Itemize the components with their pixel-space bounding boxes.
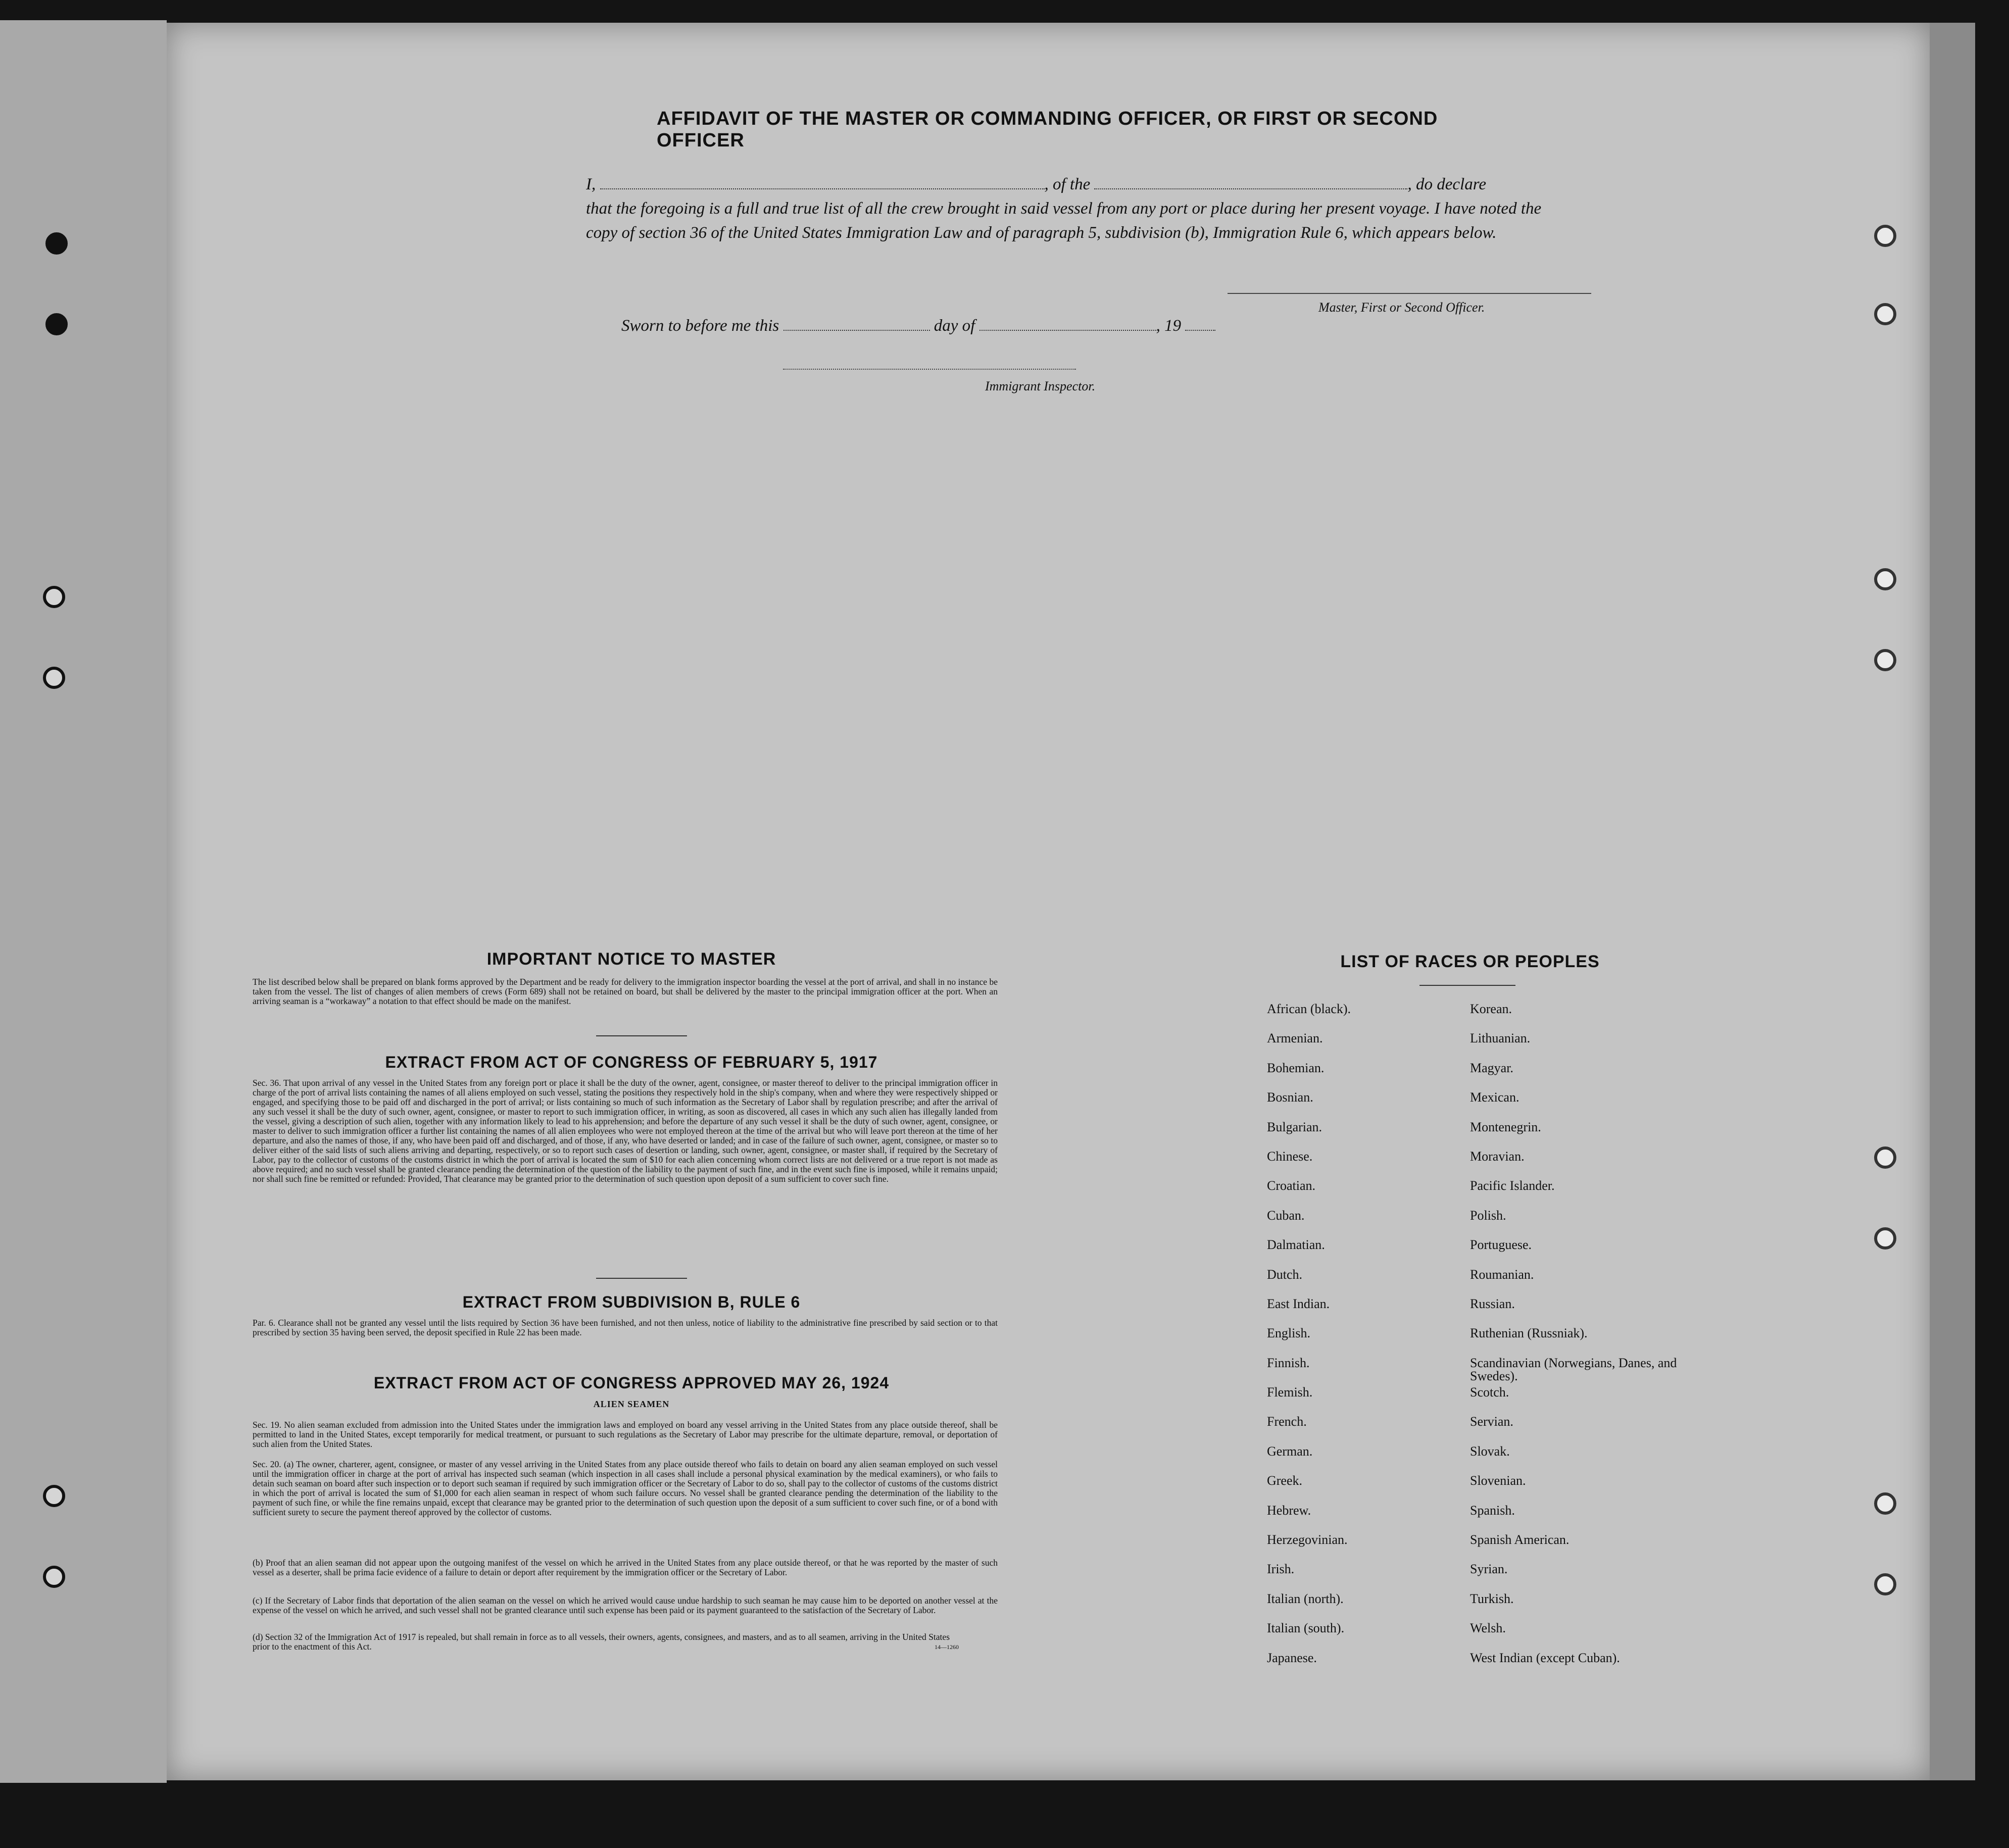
extract-1924-sec20d: (d) Section 32 of the Immigration Act of 1917 is repealed, but shall remain in force as to all vessels, their owners, agents, consignees, and masters, and as to all seamen, arriving in the United States prior to the enactment of this Act. xyxy=(253,1632,950,1652)
race-item: Japanese. xyxy=(1267,1650,1317,1665)
binder-hole-icon xyxy=(1874,1573,1896,1595)
race-item: Servian. xyxy=(1470,1414,1513,1429)
declaration-do-declare: , do declare xyxy=(1407,175,1486,193)
race-item: Spanish. xyxy=(1470,1503,1515,1518)
race-item: Ruthenian (Russniak). xyxy=(1470,1326,1588,1341)
race-item: Syrian. xyxy=(1470,1562,1508,1577)
form-number: 14—1260 xyxy=(935,1643,959,1651)
race-item: Pacific Islander. xyxy=(1470,1178,1555,1193)
race-item: Cuban. xyxy=(1267,1208,1305,1223)
affidavit-declaration xyxy=(586,172,1546,245)
inspector-caption: Immigrant Inspector. xyxy=(985,379,1096,393)
binder-hole-icon xyxy=(1874,649,1896,671)
race-item: Roumanian. xyxy=(1470,1267,1534,1282)
extract-1924-sec19: Sec. 19. No alien seaman excluded from admission into the United States under the immigration laws and employed on board any vessel arriving in the United States from any place outside thereof, shall be permitted to land in the United States, except temporarily for medical treatment, or pursuant to such regulations as the Secretary of Labor may prescribe for the ultimate departure, removal, or deportation of such alien from the United States. xyxy=(253,1420,998,1449)
binder-hole-icon xyxy=(1874,568,1896,590)
binder-hole-icon xyxy=(1874,303,1896,325)
race-item: Welsh. xyxy=(1470,1621,1506,1636)
race-item: Korean. xyxy=(1470,1002,1512,1016)
binder-hole-icon xyxy=(1874,1227,1896,1250)
divider xyxy=(596,1278,687,1279)
race-item: Herzegovinian. xyxy=(1267,1532,1348,1547)
extract-1917-title: EXTRACT FROM ACT OF CONGRESS OF FEBRUARY 5, 1917 xyxy=(385,1053,878,1071)
binder-hole-icon xyxy=(43,1566,65,1588)
race-item: Greek. xyxy=(1267,1473,1303,1488)
extract-1917-text: Sec. 36. That upon arrival of any vessel in the United States from any foreign port or place it shall be the duty of the owner, agent, consignee, or master thereof to deliver to the principal immigration officer in charge of the port of arrival lists containing the names of all aliens employed on such vessel, stating the positions they respectively hold in the ship's company, when and where they were respectively shipped or engaged, and specifying those to be paid off and discharged in the port of arrival; or lists containing so much of such information as the Secretary of Labor shall by regulation prescribe; and after the arrival of any such vessel it shall be the duty of such owner, agent, consignee, or master to report to such immigration officer, in writing, as soon as discovered, all cases in which any such alien has illegally landed from the vessel, giving a description of such alien, together with any information likely to lead to his apprehension; and before the departure of any such vessel it shall be the duty of such owner, agent, consignee, or master to deliver to such immigration officer a further list containing the names of all alien employees who were not employed thereon at the time of the arrival but who will leave port thereon at the time of her departure, and also the names of those, if any, who have been paid off and discharged, and of those, if any, who have deserted or landed; and in case of the failure of such owner, agent, consignee, or master so to deliver either of the said lists of such aliens arriving and departing, respectively, or so to report such cases of desertion or landing, such owner, agent, consignee, or master shall, if required by the Secretary of Labor, pay to the collector of customs of the customs district in which the port of arrival is located the sum of $10 for each alien concerning whom correct lists are not delivered or a true report is not made as above required; and no such vessel shall be granted clearance pending the determination of the question of the liability to the payment of such fine, and in the event such fine is imposed, while it remains unpaid; nor shall such fine be remitted or refunded: Provided, That clearance may be granted prior to the determination of such question upon deposit of a sum sufficient to cover such fine. xyxy=(253,1078,998,1184)
race-item: Mexican. xyxy=(1470,1090,1520,1105)
race-item: Chinese. xyxy=(1267,1148,1313,1164)
race-item: Slovenian. xyxy=(1470,1473,1526,1488)
binder-hole-icon xyxy=(1874,1146,1896,1169)
divider xyxy=(596,1035,687,1036)
race-item: Finnish. xyxy=(1267,1355,1310,1370)
race-item: Dalmatian. xyxy=(1267,1237,1325,1253)
binder-hole-icon xyxy=(43,586,65,608)
race-item: Italian (south). xyxy=(1267,1621,1345,1636)
master-signature-line[interactable] xyxy=(1228,293,1591,294)
declaration-i: I, xyxy=(586,175,596,193)
name-blank[interactable] xyxy=(600,172,1045,189)
race-item: Bohemian. xyxy=(1267,1060,1325,1075)
page-edge xyxy=(1930,23,1975,1780)
race-item: Hebrew. xyxy=(1267,1503,1311,1518)
binder-hole-icon xyxy=(1874,225,1896,247)
extract-1924-sec20a: Sec. 20. (a) The owner, charterer, agent, consignee, or master of any vessel arriving in the United States from any place outside thereof who fails to detain on board any alien seaman employed on such vessel until the immigration officer in charge at the port of arrival has inspected such seaman (which inspection in all cases shall include a personal physical examination by the medical examiners), or who fails to detain such seaman on board after such inspection or to deport such seaman if required by such immigration officer or the Secretary of Labor to do so, shall pay to the collector of customs of the customs district in which the port of arrival is located the sum of $1,000 for each alien seaman in respect of whom such failure occurs. No vessel shall be granted clearance pending the determination of the liability to the payment of such fine, or while the fine remains unpaid, except that clearance may be granted prior to the determination of such question upon the deposit of a sum sufficient to cover such fine, or of a bond with sufficient surety to secure the payment thereof approved by the collector of customs. xyxy=(253,1459,998,1517)
binder-hole-icon xyxy=(1874,1492,1896,1515)
race-item: Armenian. xyxy=(1267,1031,1323,1046)
binder-hole-icon xyxy=(45,232,68,255)
race-item: Magyar. xyxy=(1470,1060,1513,1075)
rule6-text: Par. 6. Clearance shall not be granted any vessel until the lists required by Section 36 have been furnished, and not then unless, notice of liability to the administrative fine prescribed by said section or to that prescribed by section 35 having been served, the deposit specified in Rule 22 has been made. xyxy=(253,1318,998,1337)
race-item: Turkish. xyxy=(1470,1591,1514,1606)
race-item: African (black). xyxy=(1267,1002,1351,1016)
race-item: Montenegrin. xyxy=(1470,1119,1541,1134)
race-item: Russian. xyxy=(1470,1296,1515,1311)
declaration-line xyxy=(586,172,1546,196)
race-item: Slovak. xyxy=(1470,1443,1510,1459)
race-item: French. xyxy=(1267,1414,1307,1429)
divider xyxy=(1419,985,1515,986)
rule6-title: EXTRACT FROM SUBDIVISION B, RULE 6 xyxy=(462,1293,801,1311)
race-item: Flemish. xyxy=(1267,1385,1313,1400)
races-left-column xyxy=(1267,1003,1459,1681)
race-item: Portuguese. xyxy=(1470,1237,1532,1253)
declaration-body: that the foregoing is a full and true list of all the crew brought in said vessel from any port or place during her present voyage. I have noted the copy of section 36 of the United States Immigration Law and of paragraph 5, subdivision (b), Immigration Rule 6, which appears below. xyxy=(586,199,1542,242)
sworn-day: day of xyxy=(934,317,975,335)
race-item: Scotch. xyxy=(1470,1385,1509,1400)
vessel-blank[interactable] xyxy=(1094,172,1407,189)
race-item: East Indian. xyxy=(1267,1296,1330,1311)
race-item: Bosnian. xyxy=(1267,1090,1313,1105)
races-title: LIST OF RACES OR PEOPLES xyxy=(1340,952,1600,971)
race-item: Lithuanian. xyxy=(1470,1031,1531,1046)
race-item: Scandinavian (Norwegians, Danes, and Swedes). xyxy=(1470,1355,1677,1383)
race-item: West Indian (except Cuban). xyxy=(1470,1650,1620,1665)
race-item: Italian (north). xyxy=(1267,1591,1344,1606)
sworn-day-blank[interactable] xyxy=(783,313,930,331)
extract-1924-subtitle: ALIEN SEAMEN xyxy=(593,1399,670,1409)
race-item: German. xyxy=(1267,1443,1313,1459)
binder-hole-icon xyxy=(43,1485,65,1507)
races-right-column xyxy=(1470,1003,1682,1681)
race-item: Bulgarian. xyxy=(1267,1119,1322,1134)
extract-1924-title: EXTRACT FROM ACT OF CONGRESS APPROVED MAY 26, 1924 xyxy=(373,1374,890,1392)
extract-1924-sec20c: (c) If the Secretary of Labor finds that deportation of the alien seaman on the vessel on which he arrived would cause undue hardship to such seaman he may cause him to be deported on another vessel at the expense of the vessel on which he arrived, and such vessel shall not be granted clearance until such expense has been paid or its payment guaranteed to the satisfaction of the Secretary of Labor. xyxy=(253,1595,998,1615)
race-item: English. xyxy=(1267,1326,1310,1341)
race-item: Polish. xyxy=(1470,1208,1506,1223)
sworn-month-blank[interactable] xyxy=(979,313,1156,331)
sworn-year-blank[interactable] xyxy=(1185,313,1215,331)
race-item: Croatian. xyxy=(1267,1178,1316,1193)
sworn-start: Sworn to before me this xyxy=(621,317,779,335)
declaration-of-the: , of the xyxy=(1044,175,1091,193)
race-item: Irish. xyxy=(1267,1562,1295,1577)
race-item: Dutch. xyxy=(1267,1267,1303,1282)
inspector-signature-line[interactable] xyxy=(783,369,1076,370)
previous-page-strip xyxy=(0,20,167,1783)
extract-1924-sec20b: (b) Proof that an alien seaman did not appear upon the outgoing manifest of the vessel on which he arrived in the United States from any place outside thereof, or that he was reported by the master of such vessel as a deserter, shall be prima facie evidence of a failure to detain or deport after requirement by the immigration officer or the Secretary of Labor. xyxy=(253,1558,998,1577)
affidavit-title: AFFIDAVIT OF THE MASTER OR COMMANDING OFFICER, OR FIRST OR SECOND OFFICER xyxy=(657,108,1438,151)
sworn-year: , 19 xyxy=(1156,317,1182,335)
notice-text: The list described below shall be prepared on blank forms approved by the Department and be ready for delivery to the immigration inspector boarding the vessel at the port of arrival, and shall in no instance be taken from the vessel. The list of changes of alien members of crews (Form 689) shall not be retained on board, but shall be delivered by the master to the principal immigration officer at the port. When an arriving seaman is a “workaway” a notation to that effect should be made on the manifest. xyxy=(253,977,998,1006)
race-item: Moravian. xyxy=(1470,1148,1525,1164)
binder-hole-icon xyxy=(43,667,65,689)
race-item: Spanish American. xyxy=(1470,1532,1570,1547)
binder-hole-icon xyxy=(45,313,68,335)
master-caption: Master, First or Second Officer. xyxy=(1318,300,1485,315)
sworn-statement xyxy=(621,313,1215,335)
notice-title: IMPORTANT NOTICE TO MASTER xyxy=(486,950,776,969)
